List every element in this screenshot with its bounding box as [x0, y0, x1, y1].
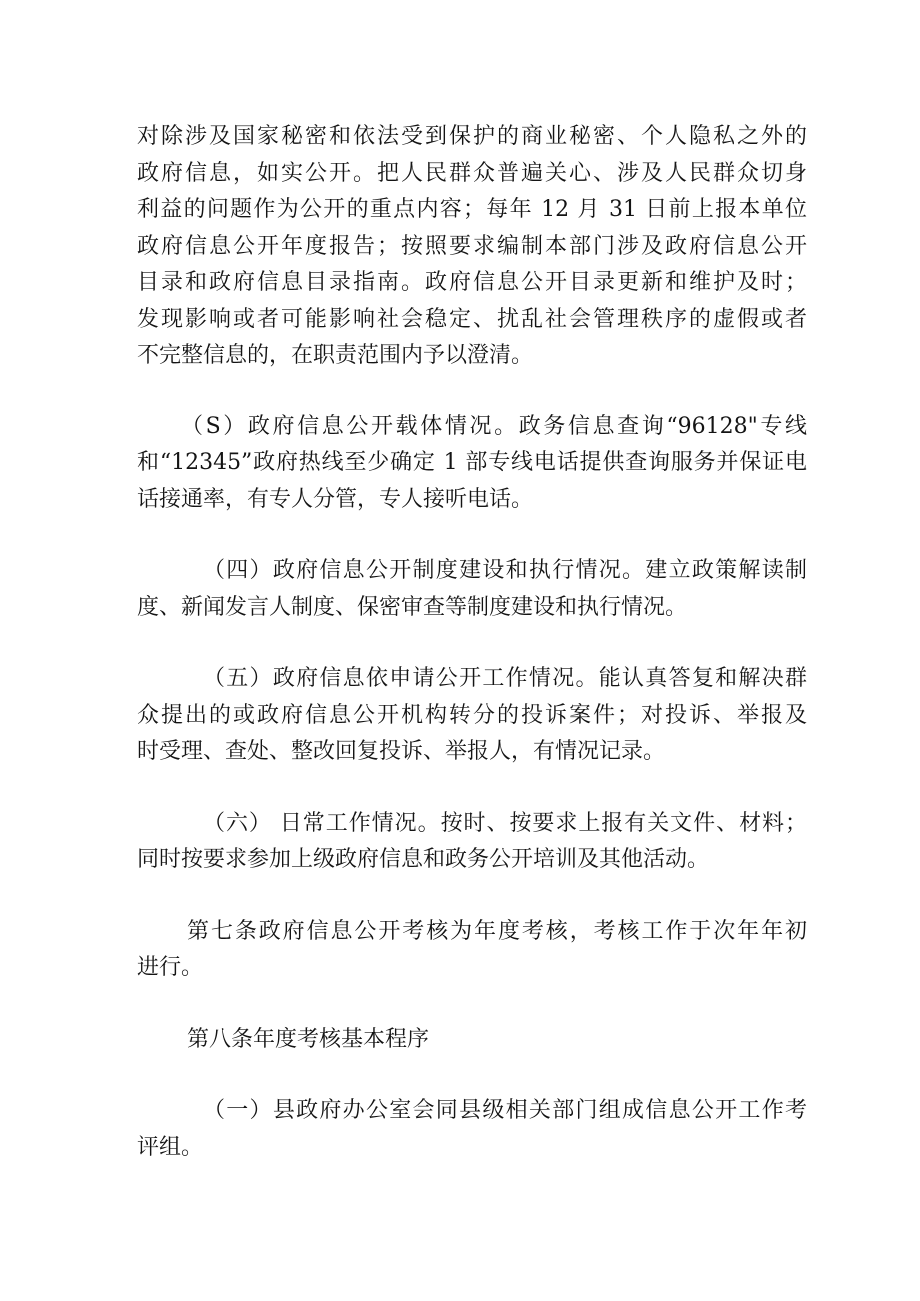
text-line: 度、新闻发言人制度、保密审查等制度建设和执行情况。: [137, 594, 688, 620]
paragraph-daily: [137, 806, 807, 879]
text-line: 众提出的或政府信息公开机构转分的投诉案件；对投诉、举报及: [137, 702, 807, 728]
text-line: 不完整信息的，在职责范围内予以澄清。: [137, 343, 534, 368]
text-line: 第八条年度考核基本程序: [187, 1026, 430, 1052]
text-line: （四）政府信息公开制度建设和执行情况。建立政策解读制: [203, 558, 807, 583]
text-line: （五）政府信息依申请公开工作情况。能认真答复和解决群: [203, 666, 807, 691]
text-line: 目录和政府信息目录指南。政府信息公开目录更新和维护及时；: [137, 270, 807, 295]
text-line: 同时按要求参加上级政府信息和政务公开培训及其他活动。: [137, 847, 710, 872]
paragraph-procedure-1: [137, 1093, 807, 1166]
text-line: 利益的问题作为公开的重点内容；每年 12 月 31 日前上报本单位: [137, 197, 807, 222]
text-line: 政府信息公开年度报告；按照要求编制本部门涉及政府信息公开: [137, 233, 807, 259]
text-line: （六） 日常工作情况。按时、按要求上报有关文件、材料；: [203, 810, 807, 836]
text-line: 进行。: [137, 955, 204, 980]
paragraph-carrier: [137, 409, 807, 519]
text-line: 发现影响或者可能影响社会稳定、扰乱社会管理秩序的虚假或者: [137, 306, 807, 332]
text-line: 对除涉及国家秘密和依法受到保护的商业秘密、个人隐私之外的: [137, 124, 807, 149]
paragraph-disclosure-content: [137, 119, 807, 375]
paragraph-article-7: [137, 914, 807, 987]
text-line: （S）政府信息公开载体情况。政务信息查询“96128"专线: [181, 413, 807, 439]
paragraph-application: [137, 661, 807, 771]
text-line: 评组。: [137, 1134, 204, 1160]
paragraph-system: [137, 553, 807, 626]
document-body: [137, 119, 807, 1166]
paragraph-article-8: [137, 1022, 807, 1059]
text-line: 政府信息，如实公开。把人民群众普遍关心、涉及人民群众切身: [137, 160, 807, 186]
text-line: 和“12345”政府热线至少确定 1 部专线电话提供查询服务并保证电: [137, 450, 807, 475]
text-line: 第七条政府信息公开考核为年度考核，考核工作于次年年初: [187, 918, 807, 944]
text-line: 时受理、查处、整改回复投诉、举报人，有情况记录。: [137, 739, 666, 764]
text-line: （一）县政府办公室会同县级相关部门组成信息公开工作考: [203, 1098, 807, 1123]
text-line: 话接通率，有专人分管，专人接听电话。: [137, 486, 534, 512]
